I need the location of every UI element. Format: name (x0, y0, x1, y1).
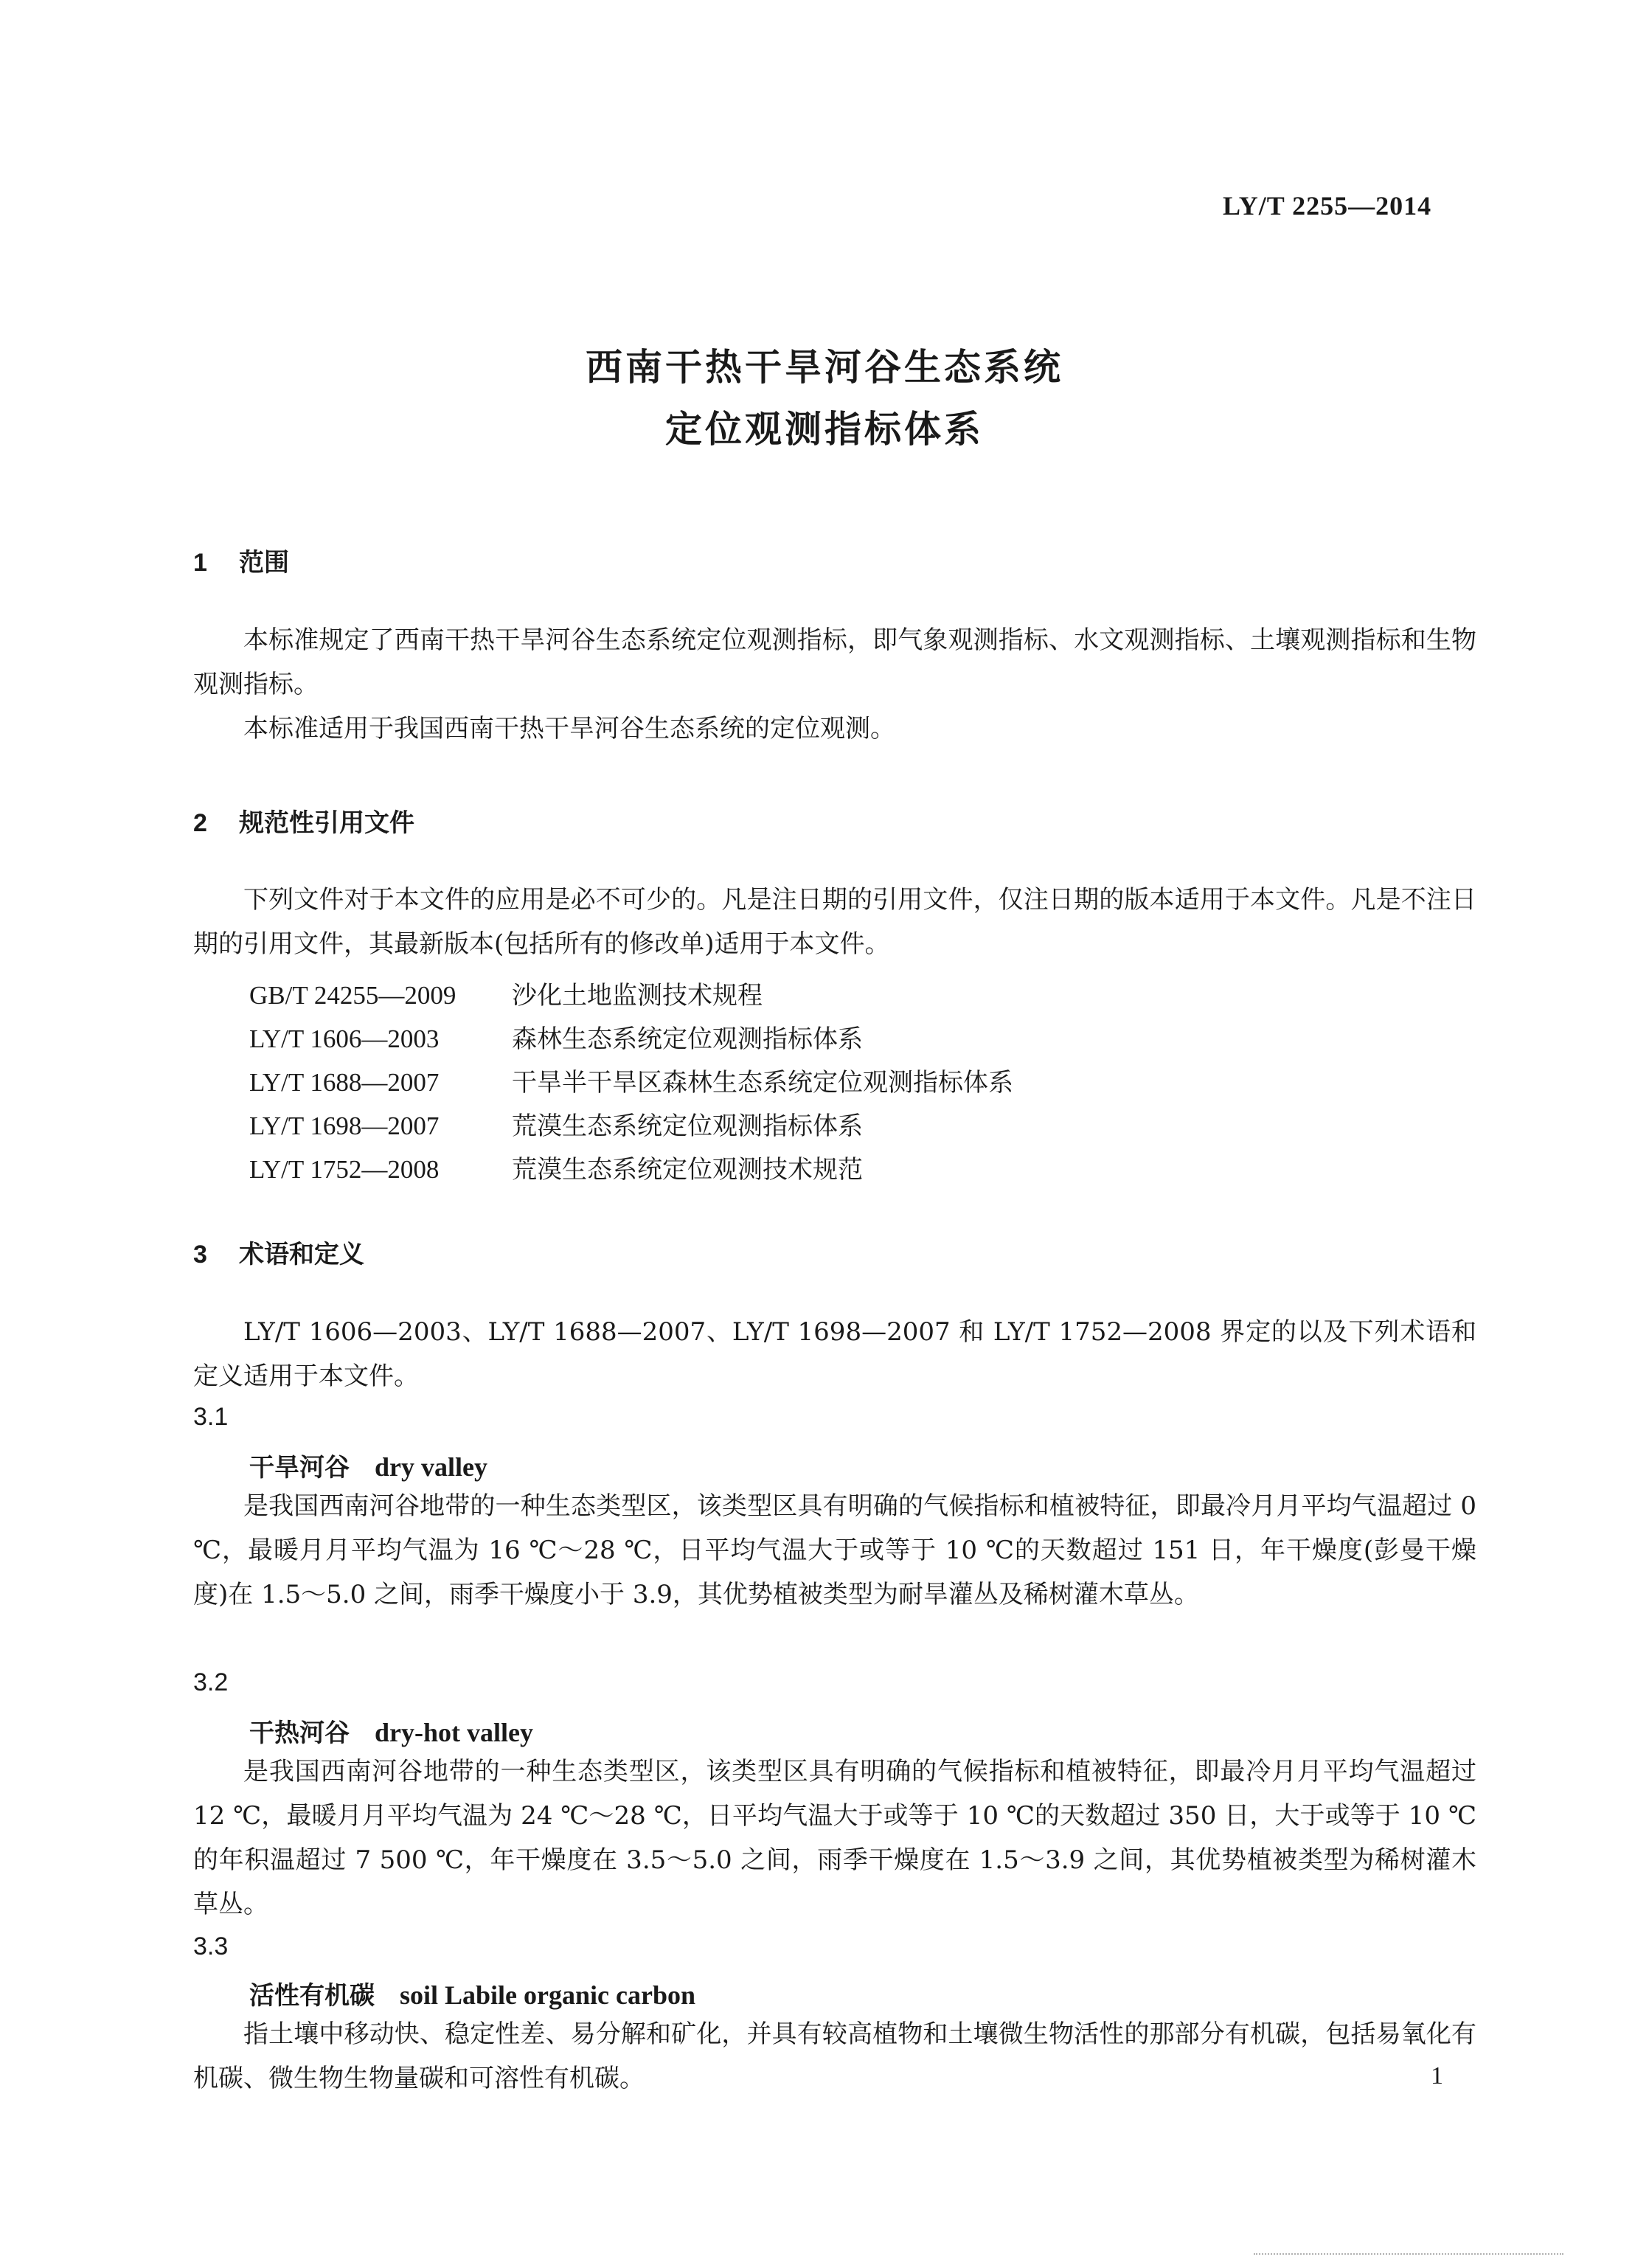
section-title: 范围 (239, 548, 289, 578)
section-title: 规范性引用文件 (239, 808, 414, 838)
section-number: 1 (193, 549, 207, 577)
reference-title: 森林生态系统定位观测指标体系 (512, 1024, 863, 1054)
term-en: dry-hot valley (375, 1718, 533, 1747)
term-en: soil Labile organic carbon (400, 1980, 696, 2010)
reference-item (249, 1106, 863, 1142)
title-line-1: 西南干热干旱河谷生态系统 (586, 346, 1063, 389)
term-definition: 是我国西南河谷地带的一种生态类型区，该类型区具有明确的气候指标和植被特征，即最冷月月平均气温超过 0 ℃，最暖月月平均气温为 16 ℃～28 ℃，日平均气温大于或等于 10 ℃的天数超过 151 日，年干燥度(彭曼干燥度)在 1.5～5.0 之间，雨季干燥度小于 3.9，其优势植被类型为耐旱灌丛及稀树灌木草丛。 (193, 1491, 1476, 1609)
term-en: dry valley (375, 1452, 487, 1482)
term-heading (249, 1975, 695, 2011)
reference-item (249, 1019, 863, 1055)
section-2-heading (193, 802, 414, 839)
scan-edge-mark (1254, 2253, 1563, 2256)
section-1-heading (193, 542, 289, 578)
term-heading (249, 1713, 533, 1749)
section-number: 3 (193, 1241, 207, 1269)
reference-code: LY/T 1752—2008 (249, 1155, 440, 1184)
section-3-intro: LY/T 1606—2003、LY/T 1688—2007、LY/T 1698—2007 和 LY/T 1752—2008 界定的以及下列术语和定义适用于本文件。 (193, 1317, 1476, 1391)
term-definition: 是我国西南河谷地带的一种生态类型区，该类型区具有明确的气候指标和植被特征，即最冷月月平均气温超过 12 ℃，最暖月月平均气温为 24 ℃～28 ℃，日平均气温大于或等于 10 ℃的天数超过 350 日，大于或等于 10 ℃的年积温超过 7 500 ℃，年干燥度在 3.5～5.0 之间，雨季干燥度在 1.5～3.9 之间，其优势植被类型为稀树灌木草丛。 (193, 1757, 1476, 1919)
reference-item (249, 975, 763, 1011)
section-2-intro: 下列文件对于本文件的应用是必不可少的。凡是注日期的引用文件，仅注日期的版本适用于本文件。凡是不注日期的引用文件，其最新版本(包括所有的修改单)适用于本文件。 (193, 885, 1476, 959)
reference-title: 干旱半干旱区森林生态系统定位观测指标体系 (512, 1068, 1013, 1097)
reference-title: 荒漠生态系统定位观测指标体系 (512, 1112, 863, 1141)
term-number: 3.3 (193, 1932, 229, 1960)
section-number: 2 (193, 809, 207, 837)
reference-item (249, 1149, 863, 1185)
reference-title: 荒漠生态系统定位观测技术规范 (512, 1155, 863, 1185)
term-number: 3.2 (193, 1668, 229, 1696)
reference-code: LY/T 1688—2007 (249, 1068, 440, 1097)
section-1-paragraph-1: 本标准规定了西南干热干旱河谷生态系统定位观测指标，即气象观测指标、水文观测指标、土壤观测指标和生物观测指标。 (193, 625, 1476, 699)
term-heading (249, 1447, 487, 1483)
reference-code: GB/T 24255—2009 (249, 981, 456, 1010)
term-definition: 指土壤中移动快、稳定性差、易分解和矿化，并具有较高植物和土壤微生物活性的那部分有机碳，包括易氧化有机碳、微生物生物量碳和可溶性有机碳。 (193, 2019, 1476, 2093)
section-title: 术语和定义 (239, 1240, 364, 1269)
title-line-2: 定位观测指标体系 (665, 408, 984, 451)
term-number: 3.1 (193, 1403, 229, 1431)
section-3-heading (193, 1234, 364, 1270)
section-1-paragraph-2: 本标准适用于我国西南干热干旱河谷生态系统的定位观测。 (243, 714, 895, 743)
reference-code: LY/T 1606—2003 (249, 1024, 440, 1053)
page-number: 1 (1431, 2062, 1443, 2090)
reference-title: 沙化土地监测技术规程 (512, 981, 763, 1010)
reference-code: LY/T 1698—2007 (249, 1112, 440, 1140)
term-zh: 干旱河谷 (249, 1453, 350, 1482)
reference-item (249, 1062, 1013, 1098)
standard-code: LY/T 2255—2014 (1223, 191, 1432, 221)
term-zh: 干热河谷 (249, 1719, 350, 1748)
term-zh: 活性有机碳 (249, 1981, 375, 2011)
